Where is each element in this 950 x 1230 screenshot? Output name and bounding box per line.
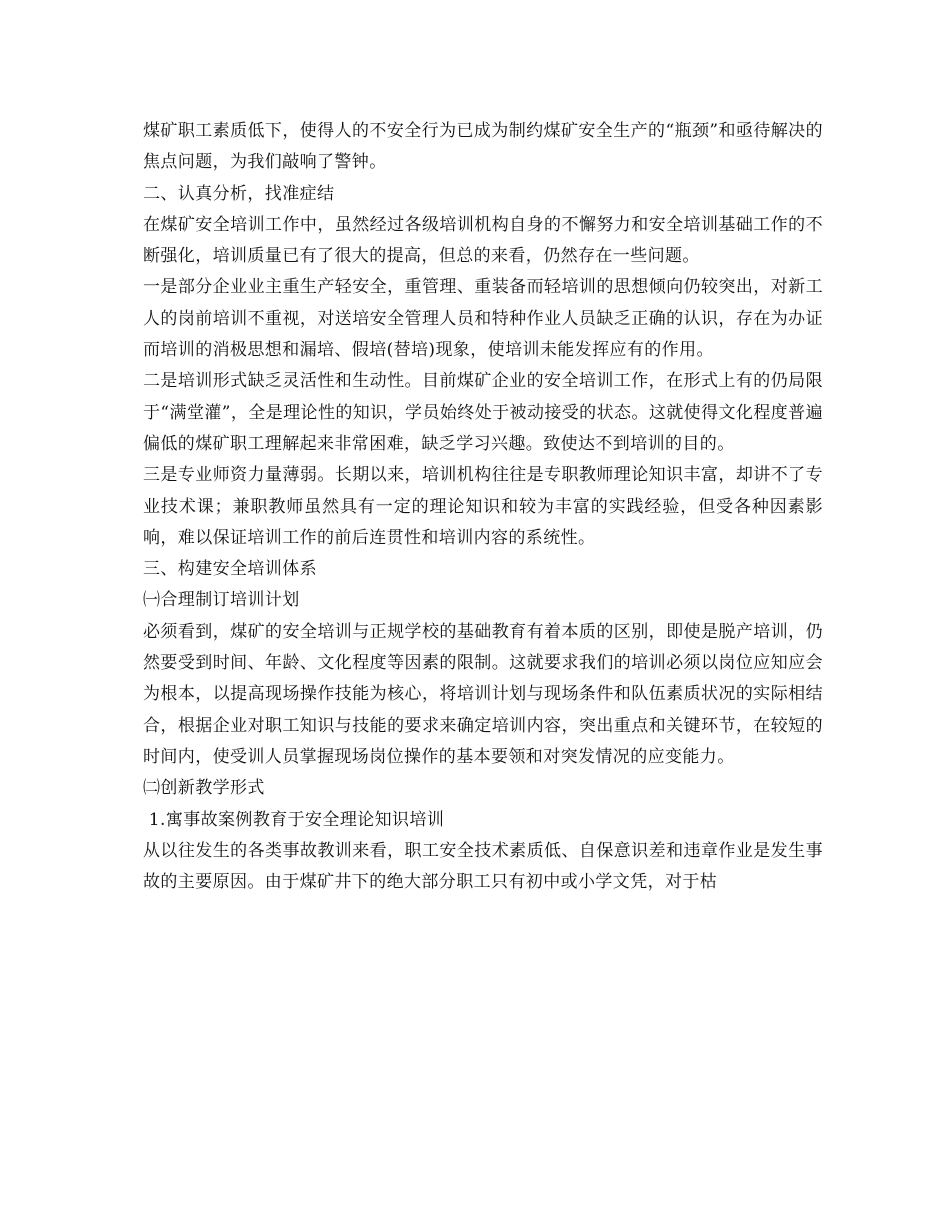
section-heading-analysis: 二、认真分析，找准症结 (143, 183, 335, 204)
paragraph-plan-body: 必须看到，煤矿的安全培训与正规学校的基础教育有着本质的区别，即使是脱产培训，仍然要受到时间、年龄、文化程度等因素的限制。这就要求我们的培训必须以岗位应知应会为根本，以提高现场操作技能为核心，将培训计划与现场条件和队伍素质状况的实际相结合，根据企业对职工知识与技能的要求来确定培训内容，突出重点和关键环节，在较短的时间内，使受训人员掌握现场岗位操作的基本要领和对突发情况的应变能力。 (143, 621, 823, 767)
paragraph-issue-one: 一是部分企业业主重生产轻安全，重管理、重装备而轻培训的思想倾向仍较突出，对新工人的岗前培训不重视，对送培安全管理人员和特种作业人员缺乏正确的认识，存在为办证而培训的消极思想和漏培、假培(替培)现象，使培训未能发挥应有的作用。 (143, 277, 823, 361)
paragraph-issue-two: 二是培训形式缺乏灵活性和生动性。目前煤矿企业的安全培训工作，在形式上有的仍局限于“满堂灌”，全是理论性的知识，学员始终处于被动接受的状态。这就使得文化程度普遍偏低的煤矿职工理解起来非常困难，缺乏学习兴趣。致使达不到培训的目的。 (143, 371, 823, 454)
document-body (143, 116, 823, 898)
paragraph-intro-continuation: 煤矿职工素质低下，使得人的不安全行为已成为制约煤矿安全生产的“瓶颈”和亟待解决的焦点问题，为我们敲响了警钟。 (143, 121, 823, 173)
subsection-heading-plan: ㈠合理制订培训计划 (143, 590, 300, 611)
paragraph-analysis-overview: 在煤矿安全培训工作中，虽然经过各级培训机构自身的不懈努力和安全培训基础工作的不断强化，培训质量已有了很大的提高，但总的来看，仍然存在一些问题。 (143, 214, 823, 267)
item-heading-case-education: 1.寓事故案例教育于安全理论知识培训 (143, 809, 445, 830)
paragraph-case-education-body: 从以往发生的各类事故教训来看，职工安全技术素质低、自保意识差和违章作业是发生事故的主要原因。由于煤矿井下的绝大部分职工只有初中或小学文凭，对于枯 (143, 840, 823, 893)
section-heading-system: 三、构建安全培训体系 (143, 559, 317, 580)
paragraph-issue-three: 三是专业师资力量薄弱。长期以来，培训机构往往是专职教师理论知识丰富，却讲不了专业技术课；兼职教师虽然具有一定的理论知识和较为丰富的实践经验，但受各种因素影响，难以保证培训工作的前后连贯性和培训内容的系统性。 (143, 465, 823, 548)
subsection-heading-teaching: ㈡创新教学形式 (143, 778, 265, 799)
